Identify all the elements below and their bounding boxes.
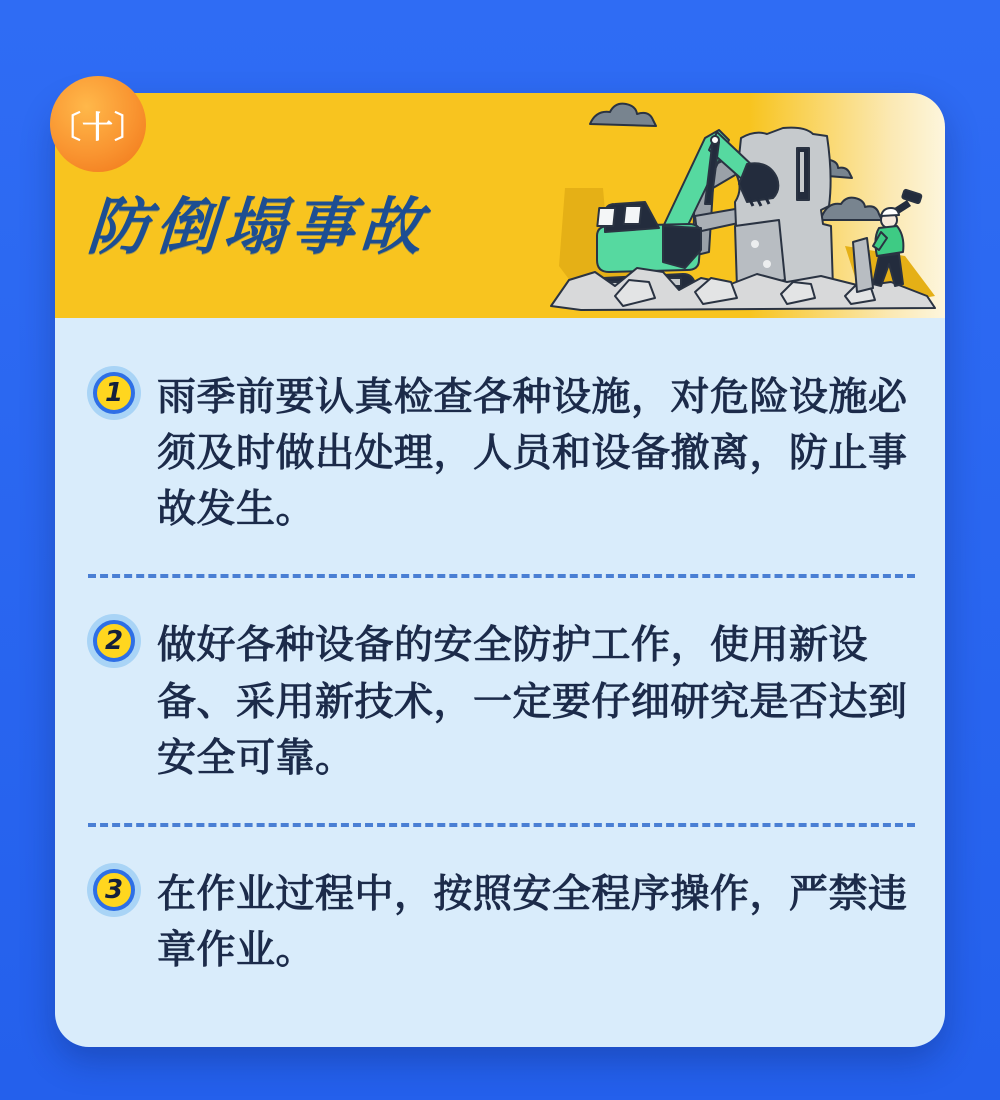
demolition-illustration — [545, 96, 943, 318]
item-text: 做好各种设备的安全防护工作，使用新设备、采用新技术，一定要仔细研究是否达到安全可靠。 — [157, 623, 908, 781]
list-item — [88, 618, 919, 786]
item-text: 在作业过程中，按照安全程序操作，严禁违章作业。 — [157, 871, 908, 974]
page-title: 防倒塌事故 — [85, 190, 431, 263]
item-number-badge: 2 — [93, 620, 135, 662]
chapter-number-badge: 〔十〕 — [50, 76, 146, 172]
item-number-badge: 3 — [93, 869, 135, 911]
card-body — [55, 318, 945, 1047]
safety-card — [50, 93, 945, 1047]
list-item — [88, 867, 919, 979]
item-text: 雨季前要认真检查各种设施，对危险设施必须及时做出处理，人员和设备撤离，防止事故发生。 — [157, 375, 908, 533]
dashed-divider — [88, 823, 915, 827]
dashed-divider — [88, 574, 915, 578]
list-item — [88, 370, 919, 538]
card-header — [55, 93, 945, 318]
item-number-badge: 1 — [93, 372, 135, 414]
